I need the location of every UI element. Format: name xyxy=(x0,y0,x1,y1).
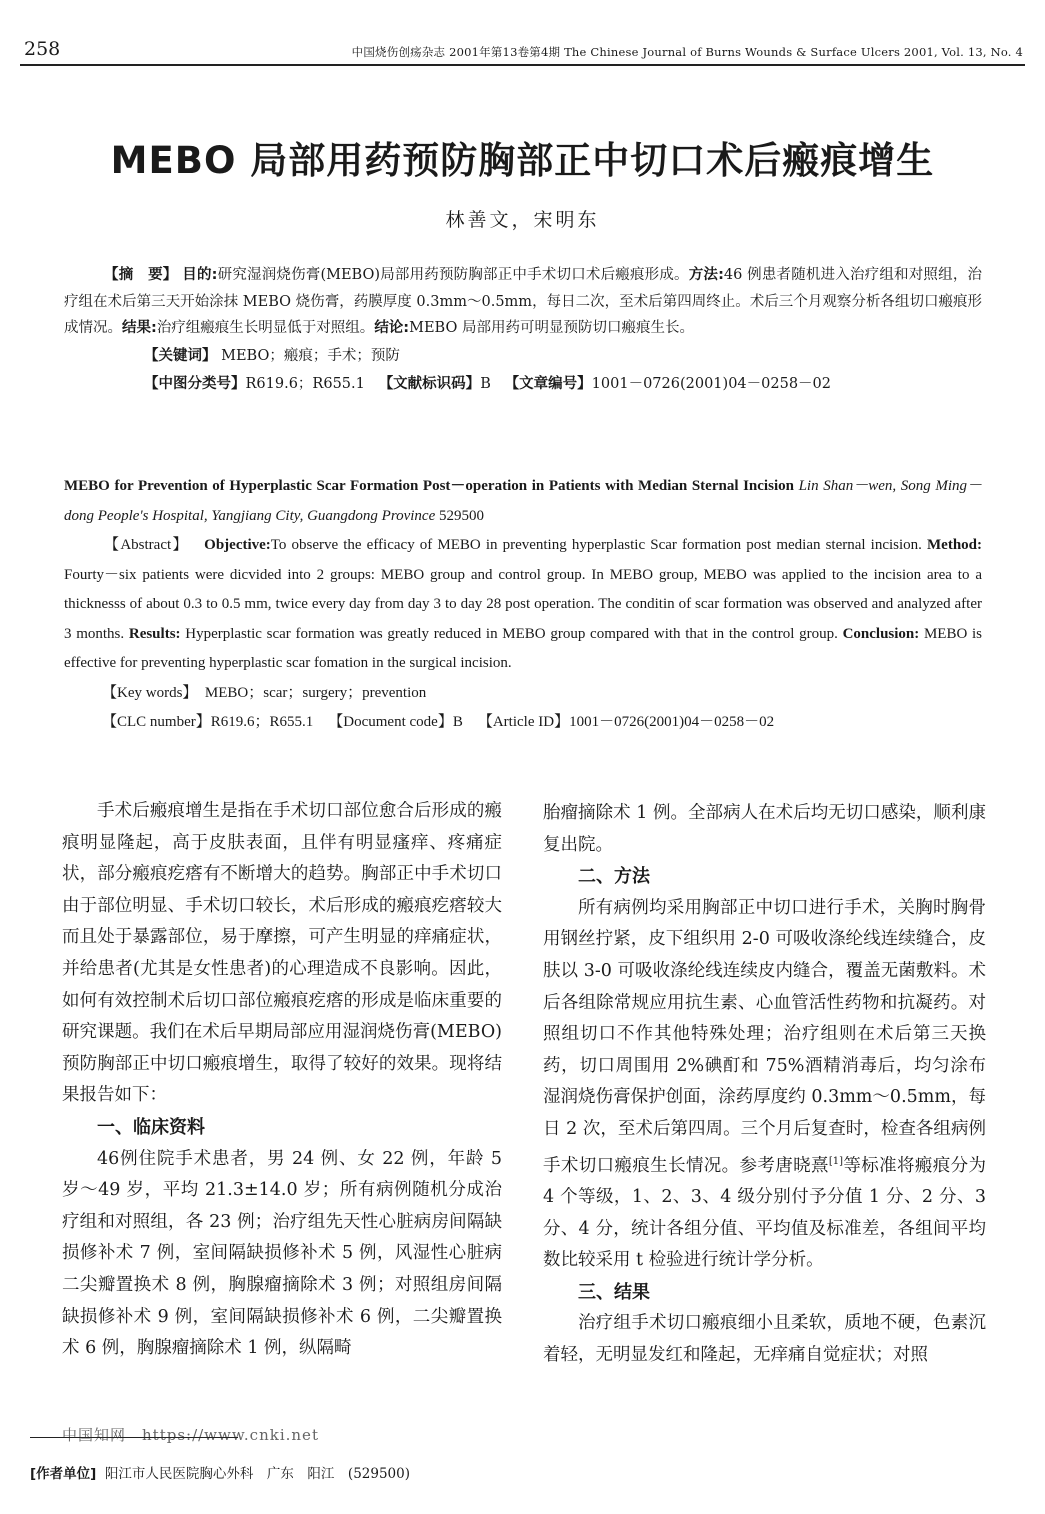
section-results-text: 治疗组手术切口瘢痕细小且柔软，质地不硬，色素沉着轻，无明显发红和隆起，无痒痛自觉症状；对照 xyxy=(543,1313,986,1365)
result-label: 结果: xyxy=(122,320,157,336)
english-abstract-body xyxy=(64,531,982,679)
methods-text-a: 所有病例均采用胸部正中切口进行手术，关胸时胸骨用钢丝拧紧，皮下组织用 2-0 可吸收涤纶线连续缝合，皮肤以 3-0 可吸收涤纶线连续皮内缝合，覆盖无菌敷料。术后各组除常规应用抗生素、心血管活性药物和抗凝药。对照组切口不作其他特殊处理；治疗组则在术后第三天换药，切口周围用 2%碘酊和 75%酒精消毒后，均匀涂布湿润烧伤膏保护创面，涂药厚度约 0.3mm～0.5mm，每日 2 次，至术后第四周。三个月后复查时，检查各组病例手术切口瘢痕生长情况。参考唐晓熹 xyxy=(543,897,986,1176)
methods-text-b: 等标准将瘢痕分为 4 个等级，1、2、3、4 级分别付予分值 1 分、2 分、3 分、4 分，统计各组分值、平均值及标准差，各组间平均数比较采用 t 检验进行统计学分析。 xyxy=(543,1155,987,1271)
doccode-label: 【文献标识码】 xyxy=(378,375,481,392)
english-title-line xyxy=(64,472,982,531)
abstract-chinese xyxy=(64,262,982,398)
footnote-rule xyxy=(30,1437,238,1438)
en-keywords xyxy=(64,679,982,709)
en-clc-value: R619.6；R655.1 xyxy=(210,714,314,730)
page-number: 258 xyxy=(24,38,61,60)
article-title: MEBO 局部用药预防胸部正中切口术后瘢痕增生 xyxy=(110,139,935,182)
en-objective: To observe the efficacy of MEBO in preventing hyperplastic Scar formation post median sternal incision. xyxy=(270,537,922,553)
en-method-label: Method: xyxy=(927,537,983,553)
running-header: 中国烧伤创疡杂志 2001年第13卷第4期 The Chinese Journal of Burns Wounds & Surface Ulcers 2001, Vol. 13, No. 4 xyxy=(351,45,1023,59)
en-doccode-label: 【Document code】 xyxy=(328,714,453,730)
articleid-label: 【文章编号】 xyxy=(504,375,592,392)
method-text: 46 例患者随机进入治疗组和对照组，治疗组在术后第三天开始涂抹 MEBO 烧伤膏，药膜厚度 0.3mm～0.5mm，每日二次，至术后第四周终止。术后三个月观察分析各组切口瘢痕形成情况。 xyxy=(64,267,983,336)
en-doccode-value: B xyxy=(452,714,463,730)
method-label: 方法: xyxy=(688,267,724,283)
en-articleid-label: 【Article ID】 xyxy=(477,714,570,730)
body-column-left xyxy=(62,796,502,1365)
header-rule xyxy=(20,64,1025,66)
en-objective-label: Objective: xyxy=(204,537,271,553)
en-conclusion-label: Conclusion: xyxy=(842,625,920,642)
keywords-cn xyxy=(64,342,982,370)
affiliation-label: [作者单位] xyxy=(30,1466,97,1482)
purpose-text: 研究湿润烧伤膏(MEBO)局部用药预防胸部正中手术切口术后瘢痕形成。 xyxy=(217,267,689,283)
en-abstract-label: 【Abstract】 xyxy=(104,537,189,553)
doccode-value: B xyxy=(480,375,491,392)
section-clinical-data-text: 46例住院手术患者，男 24 例、女 22 例，年龄 5 岁～49 岁，平均 21.3±14.0 岁；所有病例随机分成治疗组和对照组，各 23 例；治疗组先天性心脏病房间隔缺损修补术 7 例，室间隔缺损修补术 5 例，风湿性心脏病二尖瓣置换术 8 例，胸腺瘤摘除术 3 例；对照组房间隔缺损修补术 9 例，室间隔缺损修补术 6 例，二尖瓣置换术 6 例，胸腺瘤摘除术 1 例，纵隔畸 xyxy=(62,1148,502,1359)
clc-label: 【中图分类号】 xyxy=(144,375,246,392)
en-keywords-label: 【Key words】 xyxy=(102,684,198,701)
watermark: 中国知网 https://www.cnki.net xyxy=(62,1426,319,1444)
section-clinical-data-heading: 一、临床资料 xyxy=(97,1116,205,1138)
keywords-text: MEBO；瘢痕；手术；预防 xyxy=(221,347,400,364)
affiliation-text: 阳江市人民医院胸心外科 广东 阳江 (529500) xyxy=(104,1466,411,1482)
abstract-cn-body xyxy=(64,262,982,342)
section-methods-text xyxy=(543,893,986,1277)
abstract-label: 【摘 要】 xyxy=(104,267,178,283)
en-clc-label: 【CLC number】 xyxy=(102,714,211,730)
en-results-label: Results: xyxy=(128,625,181,642)
intro-paragraph: 手术后瘢痕增生是指在手术切口部位愈合后形成的瘢痕明显隆起，高于皮肤表面，且伴有明显瘙痒、疼痛症状，部分瘢痕疙瘩有不断增大的趋势。胸部正中手术切口由于部位明显、手术切口较长，术后形成的瘢痕疙瘩较大而且处于暴露部位，易于摩擦，可产生明显的痒痛症状，并给患者(尤其是女性患者)的心理造成不良影响。因此，如何有效控制术后切口部位瘢痕疙瘩的形成是临床重要的研究课题。我们在术后早期局部应用湿润烧伤膏(MEBO)预防胸部正中切口瘢痕增生，取得了较好的效果。现将结果报告如下： xyxy=(62,801,502,1106)
en-method: Fourty－six patients were dicvided into 2 groups: MEBO group and control group. In MEBO group, MEBO was applied to the incision area to a thicknesss of about 0.3 to 0.5 mm, twice every day from day 3 to day 28 post operation. The conditin of scar formation was observed and analyzed after 3 months. xyxy=(64,566,982,642)
purpose-label: 目的: xyxy=(182,267,218,283)
english-postcode: 529500 xyxy=(439,507,484,524)
conclusion-text: MEBO 局部用药可明显预防切口瘢痕生长。 xyxy=(409,320,694,336)
en-conclusion: MEBO is effective for preventing hyperplastic scar fomation in the surgical incision. xyxy=(64,625,983,671)
reference-marker[interactable]: [1] xyxy=(828,1155,844,1167)
classification-cn xyxy=(64,370,982,398)
english-title: MEBO for Prevention of Hyperplastic Scar Formation Post－operation in Patients with Median Sternal Incision xyxy=(64,478,794,494)
result-text: 治疗组瘢痕生长明显低于对照组。 xyxy=(156,320,375,336)
en-articleid-value: 1001－0726(2001)04－0258－02 xyxy=(569,714,775,730)
keywords-label: 【关键词】 xyxy=(144,347,217,364)
section-methods-heading: 二、方法 xyxy=(578,866,650,888)
clc-value: R619.6；R655.1 xyxy=(245,375,365,392)
body-column-right xyxy=(543,798,986,1372)
articleid-value: 1001－0726(2001)04－0258－02 xyxy=(591,375,831,392)
author-affiliation-footnote xyxy=(30,1462,410,1482)
en-classification xyxy=(64,708,982,738)
conclusion-label: 结论: xyxy=(374,320,410,336)
en-results: Hyperplastic scar formation was greatly reduced in MEBO group compared with that in the control group. xyxy=(185,625,838,642)
section-results-heading: 三、结果 xyxy=(578,1281,650,1303)
article-authors: 林善文，宋明东 xyxy=(445,209,600,231)
en-keywords-text: MEBO；scar；surgery；prevention xyxy=(204,684,427,701)
english-authors: Lin Shan－wen, Song Ming－dong People's Hospital, Yangjiang City, Guangdong Province xyxy=(64,478,983,524)
section-clinical-data-continued: 胎瘤摘除术 1 例。全部病人在术后均无切口感染，顺利康复出院。 xyxy=(543,803,986,855)
abstract-english xyxy=(64,472,982,738)
